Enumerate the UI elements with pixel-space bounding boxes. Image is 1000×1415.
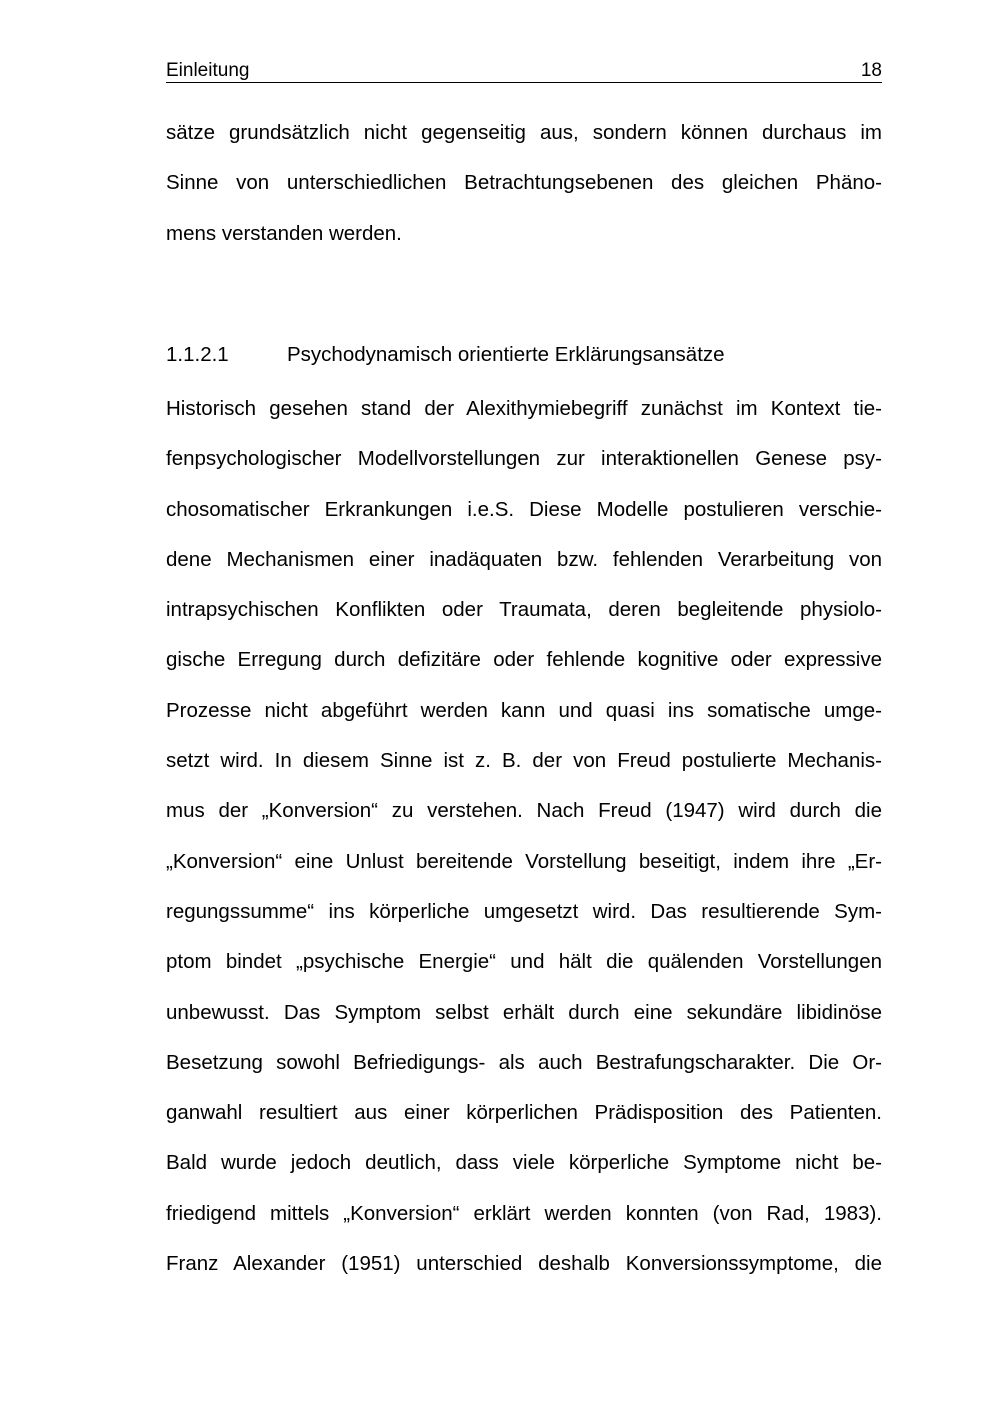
section-number: 1.1.2.1 [166,343,229,366]
text-line: chosomatischer Erkrankungen i.e.S. Diese Modelle postulieren verschie- [166,497,882,521]
text-line: friedigend mittels „Konversion“ erklärt werden konnten (von Rad, 1983). [166,1201,882,1225]
text-line: intrapsychischen Konflikten oder Traumata, deren begleitende physiolo- [166,598,882,622]
text-line: Bald wurde jedoch deutlich, dass viele körperliche Symptome nicht be- [166,1151,882,1175]
chapter-title: Einleitung [166,60,250,81]
text-line: sätze grundsätzlich nicht gegenseitig aus, sondern können durchaus im [166,121,882,144]
text-line: gische Erregung durch defizitäre oder fehlende kognitive oder expressive [166,648,882,672]
text-line: mus der „Konversion“ zu verstehen. Nach Freud (1947) wird durch die [166,799,882,823]
section-heading [166,340,882,370]
text-line: Historisch gesehen stand der Alexithymiebegriff zunächst im Kontext tie- [166,397,882,420]
paragraph-continued [166,108,882,259]
text-line: Besetzung sowohl Befriedigungs- als auch Bestrafungscharakter. Die Or- [166,1050,882,1074]
text-line: „Konversion“ eine Unlust bereitende Vorstellung beseitigt, indem ihre „Er- [166,849,882,873]
text-line: Prozesse nicht abgeführt werden kann und quasi ins somatische umge- [166,698,882,722]
paragraph-main [166,384,882,1289]
section-title: Psychodynamisch orientierte Erklärungsansätze [287,343,725,366]
text-line: regungssumme“ ins körperliche umgesetzt wird. Das resultierende Sym- [166,899,882,923]
page-number: 18 [860,60,882,81]
text-line: Sinne von unterschiedlichen Betrachtungsebenen des gleichen Phäno- [166,171,882,195]
text-line: ganwahl resultiert aus einer körperlichen Prädisposition des Patienten. [166,1101,882,1125]
text-line: ptom bindet „psychische Energie“ und hält die quälenden Vorstellungen [166,950,882,974]
text-line: setzt wird. In diesem Sinne ist z. B. der von Freud postulierte Mechanis- [166,749,882,773]
running-header [166,60,882,83]
text-line: Franz Alexander (1951) unterschied deshalb Konversionssymptome, die [166,1252,882,1276]
text-line: mens verstanden werden. [166,221,402,245]
text-line: dene Mechanismen einer inadäquaten bzw. fehlenden Verarbeitung von [166,547,882,571]
text-line: fenpsychologischer Modellvorstellungen zur interaktionellen Genese psy- [166,447,882,471]
text-line: unbewusst. Das Symptom selbst erhält durch eine sekundäre libidinöse [166,1000,882,1024]
